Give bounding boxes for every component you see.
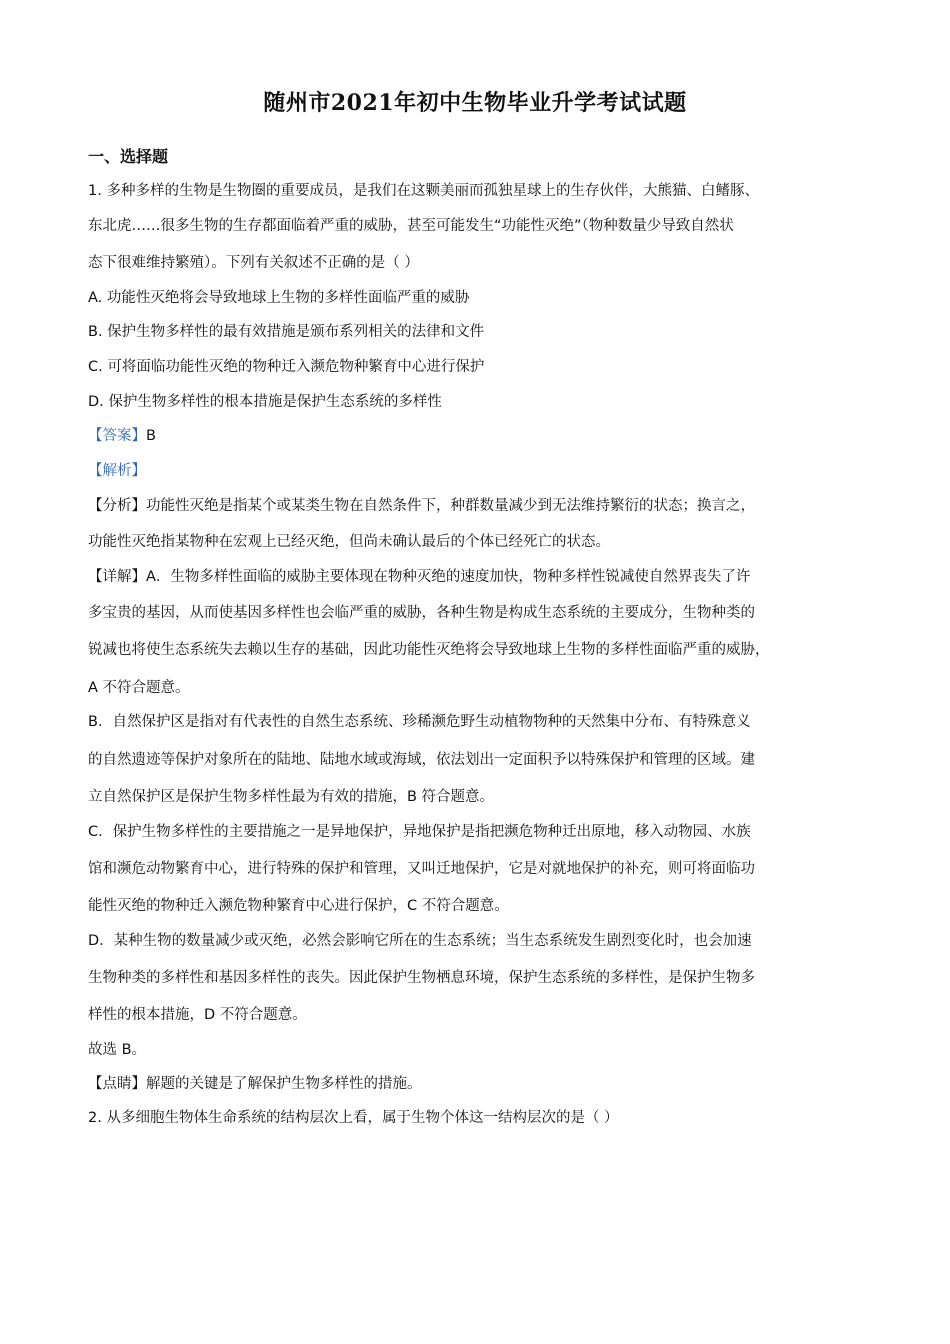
- fenxi-line-2: 功能性灭绝指某物种在宏观上已经灭绝，但尚未确认最后的个体已经死亡的状态。: [88, 534, 610, 550]
- xiangjie-line-3: 锐减也将使生态系统失去赖以生存的基础，因此功能性灭绝将会导致地球上生物的多样性面临严重的威胁，: [88, 642, 770, 658]
- fenxi-line-1: 【分析】功能性灭绝是指某个或某类生物在自然条件下，种群数量减少到无法维持繁衍的状态；换言之，: [88, 498, 755, 514]
- xiangjie-line-12: 生物种类的多样性和基因多样性的丧失。因此保护生物栖息环境，保护生态系统的多样性，是保护生物多: [88, 970, 755, 986]
- question-1-line-2: 东北虎……很多生物的生存都面临着严重的威胁，甚至可能发生“功能性灭绝”（物种数量少导致自然状: [88, 218, 734, 234]
- answer-value: B: [146, 428, 156, 444]
- xiangjie-line-14: 故选 B。: [88, 1042, 147, 1058]
- xiangjie-line-7: 立自然保护区是保护生物多样性最为有效的措施，B 符合题意。: [88, 789, 495, 805]
- xiangjie-line-6: 的自然遗迹等保护对象所在的陆地、陆地水域或海域，依法划出一定面积予以特殊保护和管理的区域。建: [88, 752, 755, 768]
- answer-line: [88, 426, 156, 446]
- xiangjie-line-15: 【点睛】解题的关键是了解保护生物多样性的措施。: [88, 1076, 422, 1092]
- xiangjie-line-4: A 不符合题意。: [88, 680, 190, 696]
- question-2-line-1: 2. 从多细胞生物体生命系统的结构层次上看，属于生物个体这一结构层次的是（ ）: [88, 1110, 619, 1126]
- answer-label: 【答案】: [88, 428, 146, 444]
- xiangjie-line-10: 能性灭绝的物种迁入濒危物种繁育中心进行保护，C 不符合题意。: [88, 898, 509, 914]
- option-b: B. 保护生物多样性的最有效措施是颁布系列相关的法律和文件: [88, 324, 485, 340]
- question-1-line-3: 态下很难维持繁殖）。下列有关叙述不正确的是（ ）: [88, 255, 419, 271]
- page-title: 随州市2021年初中生物毕业升学考试试题: [263, 90, 687, 116]
- xiangjie-line-2: 多宝贵的基因，从而使基因多样性也会临严重的威胁，各种生物是构成生态系统的主要成分，生物种类的: [88, 605, 755, 621]
- xiangjie-line-13: 样性的根本措施，D 不符合题意。: [88, 1007, 307, 1023]
- xiangjie-line-8: C．保护生物多样性的主要措施之一是异地保护，异地保护是指把濒危物种迁出原地，移入动物园、水族: [88, 824, 751, 840]
- analysis-label: 【解析】: [88, 463, 146, 479]
- section-heading: 一、选择题: [88, 147, 169, 166]
- option-d: D. 保护生物多样性的根本措施是保护生态系统的多样性: [88, 394, 442, 410]
- option-a: A. 功能性灭绝将会导致地球上生物的多样性面临严重的威胁: [88, 290, 470, 306]
- xiangjie-line-5: B．自然保护区是指对有代表性的自然生态系统、珍稀濒危野生动植物物种的天然集中分布、有特殊意义: [88, 714, 751, 730]
- xiangjie-line-1: 【详解】A．生物多样性面临的威胁主要体现在物种灭绝的速度加快，物种多样性锐减使自然界丧失了许: [88, 569, 751, 585]
- xiangjie-line-11: D．某种生物的数量减少或灭绝，必然会影响它所在的生态系统；当生态系统发生剧烈变化时，也会加速: [88, 933, 752, 949]
- xiangjie-line-9: 馆和濒危动物繁育中心，进行特殊的保护和管理，又叫迁地保护，它是对就地保护的补充，则可将面临功: [88, 861, 755, 877]
- option-c: C. 可将面临功能性灭绝的物种迁入濒危物种繁育中心进行保护: [88, 359, 485, 375]
- question-1-line-1: 1. 多种多样的生物是生物圈的重要成员，是我们在这颗美丽而孤独星球上的生存伙伴，大熊猫、白鳍豚、: [88, 183, 759, 199]
